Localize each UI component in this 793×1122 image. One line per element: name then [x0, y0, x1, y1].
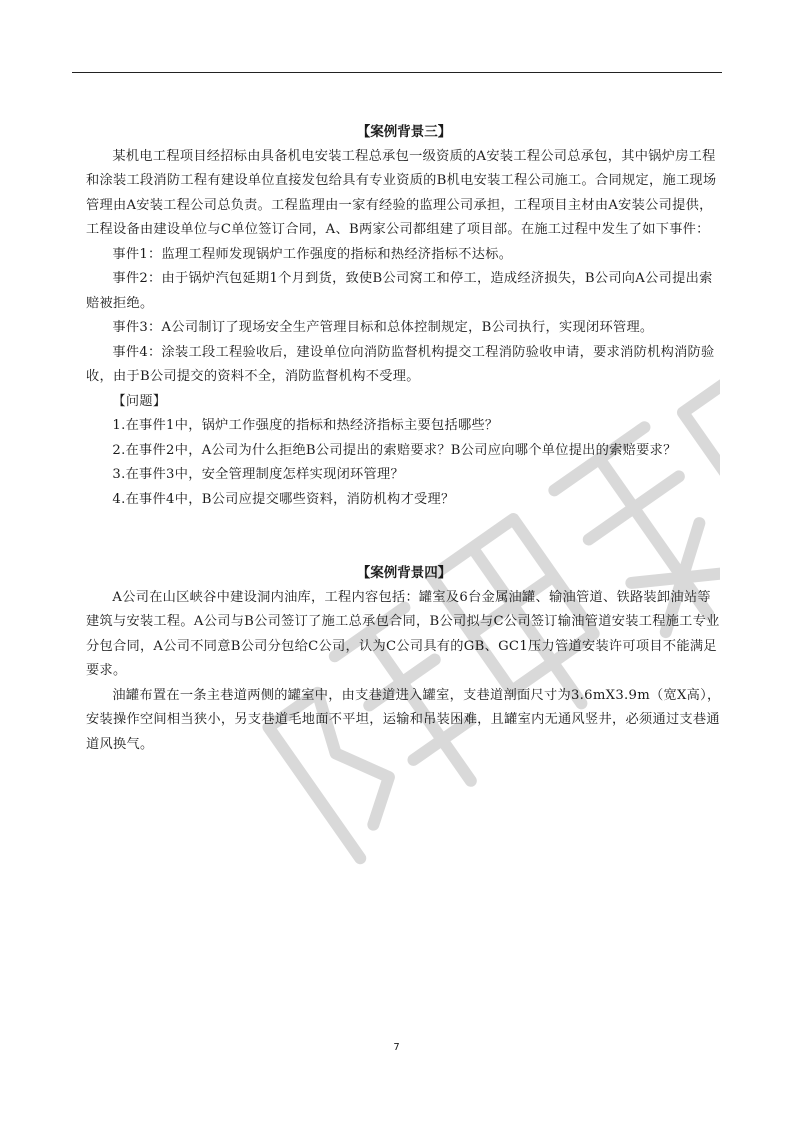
- header-rule: [72, 72, 722, 73]
- case3-event-2: 事件2：由于锅炉汽包延期1个月到货，致使B公司窝工和停工，造成经济损失，B公司向A公司提出索赔被拒绝。: [86, 271, 713, 311]
- case3-question-2: 2.在事件2中，A公司为什么拒绝B公司提出的索赔要求？B公司应向哪个单位提出的索赔要求？: [112, 442, 677, 458]
- case4-paragraph-1: A公司在山区峡谷中建设洞内油库，工程内容包括：罐室及6台金属油罐、输油管道、铁路装卸油站等建筑与安装工程。A公司与B公司签订了施工总承包合同，B公司拟与C公司签订输油管道安装工程施工专业分包合同，A公司不同意B公司分包给C公司，认为C公司具有的GB、GC1压力管道安装许可项目不能满足要求。: [86, 589, 720, 678]
- case3-question-1: 1.在事件1中，锅炉工作强度的指标和热经济指标主要包括哪些？: [112, 418, 499, 433]
- case4-title: 【案例背景四】: [356, 565, 452, 581]
- case3-title: 【案例背景三】: [356, 124, 452, 140]
- case3-event-3: 事件3：A公司制订了现场安全生产管理目标和总体控制规定，B公司执行，实现闭环管理。: [112, 320, 654, 335]
- case3-event-4: 事件4：涂装工段工程验收后，建设单位向消防监督机构提交工程消防验收申请，要求消防机构消防验收，由于B公司提交的资料不全，消防监督机构不受理。: [86, 344, 715, 384]
- case3-intro: 某机电工程项目经招标由具备机电安装工程总承包一级资质的A安装工程公司总承包，其中锅炉房工程和涂装工段消防工程有建设单位直接发包给具有专业资质的B机电安装工程公司施工。合同规定，施工现场管理由A安装工程公司总负责。工程监理由一家有经验的监理公司承担，工程项目主材由A安装公司提供，工程设备由建设单位与C单位签订合同，A、B两家公司都组建了项目部。在施工过程中发生了如下事件：: [86, 148, 717, 237]
- case3-question-4: 4.在事件4中，B公司应提交哪些资料，消防机构才受理？: [112, 491, 455, 507]
- page-number: 7: [393, 1042, 400, 1053]
- case4-paragraph-2: 油罐布置在一条主巷道两侧的罐室中，由支巷道进入罐室，支巷道剖面尺寸为3.6mX3.9m（宽X高），安装操作空间相当狭小，另支巷道毛地面不平坦，运输和吊装困难，且罐室内无通风竖井，必须通过支巷通道风换气。: [86, 687, 721, 752]
- case3-question-3: 3.在事件3中，安全管理制度怎样实现闭环管理？: [112, 467, 405, 482]
- case3-questions-title: 【问题】: [112, 393, 167, 409]
- document-body: [86, 120, 722, 757]
- case3-event-1: 事件1：监理工程师发现锅炉工作强度的指标和热经济指标不达标。: [112, 246, 513, 262]
